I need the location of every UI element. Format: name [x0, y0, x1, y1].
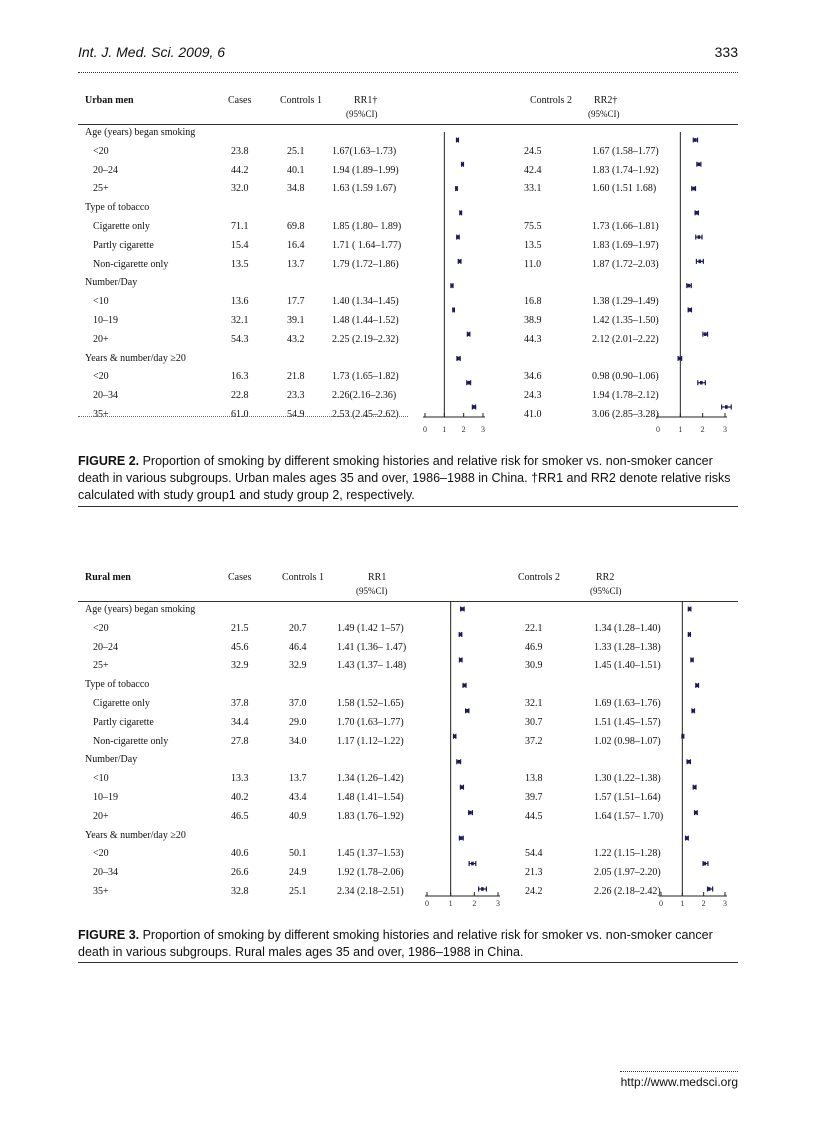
point-estimate — [698, 260, 701, 264]
row-label: 20+ — [93, 333, 109, 345]
row-label: <10 — [93, 296, 109, 308]
point-estimate — [471, 862, 474, 866]
point-estimate — [463, 684, 466, 688]
col-header-rr2: RR2 — [596, 572, 615, 583]
controls1-cell: 34.0 — [289, 735, 307, 747]
rr1-cell: 1.48 (1.44–1.52) — [332, 315, 399, 326]
caption-text: Proportion of smoking by different smoking histories and relative risk for smoker vs. non-smoker cancer death in various subgroups. Rural males ages 35 and over, 1986–1988 in China. — [78, 928, 713, 959]
figure-3-caption — [78, 927, 738, 961]
axis-tick-label: 2 — [461, 425, 466, 434]
axis-tick-label: 1 — [448, 899, 453, 908]
axis-tick-label: 0 — [659, 899, 663, 908]
rr2-cell: 1.67 (1.58–1.77) — [592, 145, 659, 157]
point-estimate — [458, 260, 461, 264]
ci-marker — [461, 162, 464, 167]
col-header-rr2: RR2† — [594, 95, 618, 106]
ci-marker — [687, 759, 690, 764]
point-estimate — [481, 887, 484, 891]
ci-marker — [696, 683, 699, 688]
cases-cell: 13.3 — [231, 773, 249, 785]
row-label: Cigarette only — [93, 698, 150, 709]
controls1-cell: 20.7 — [289, 622, 307, 634]
point-estimate — [457, 760, 460, 764]
ci-marker — [472, 405, 475, 410]
controls2-cell: 24.5 — [524, 145, 542, 157]
rr2-cell: 1.73 (1.66–1.81) — [592, 221, 659, 232]
controls2-cell: 44.3 — [524, 333, 542, 345]
ci-marker — [688, 632, 691, 637]
col-header-controls1: Controls 1 — [280, 95, 322, 106]
row-label: 20–24 — [93, 641, 118, 653]
controls1-cell: 32.9 — [289, 660, 307, 672]
point-estimate — [703, 862, 706, 866]
ci-marker — [688, 307, 691, 312]
point-estimate — [687, 760, 690, 764]
ci-marker — [696, 235, 702, 240]
point-estimate — [456, 138, 459, 142]
rr1-cell: 1.34 (1.26–1.42) — [337, 773, 404, 785]
rr1-cell: 1.83 (1.76–1.92) — [337, 810, 404, 822]
point-estimate — [692, 709, 695, 713]
row-label: Cigarette only — [93, 221, 150, 232]
row-label: 35+ — [93, 886, 109, 897]
col-header-controls2: Controls 2 — [530, 95, 572, 106]
rr1-cell: 1.79 (1.72–1.86) — [332, 258, 399, 270]
rr2-cell: 1.94 (1.78–2.12) — [592, 390, 659, 402]
col-header-rr1: RR1† — [354, 95, 378, 106]
point-estimate — [691, 658, 694, 662]
col-header-controls1: Controls 1 — [282, 572, 324, 583]
rr2-cell: 1.02 (0.98–1.07) — [594, 735, 661, 747]
cases-cell: 15.4 — [231, 239, 249, 251]
caption-rule — [78, 506, 738, 507]
controls2-cell: 22.1 — [525, 622, 543, 634]
row-label: Partly cigarette — [93, 239, 154, 251]
controls2-cell: 32.1 — [525, 698, 543, 709]
ci-marker — [703, 332, 708, 337]
controls1-cell: 25.1 — [287, 145, 305, 157]
controls2-cell: 42.4 — [524, 164, 542, 176]
controls2-cell: 46.9 — [525, 641, 543, 653]
point-estimate — [473, 405, 476, 409]
controls2-cell: 13.8 — [525, 773, 543, 785]
row-label: Partly cigarette — [93, 716, 154, 728]
rr1-cell: 2.34 (2.18–2.51) — [337, 886, 404, 897]
caption-text: Proportion of smoking by different smoking histories and relative risk for smoker vs. non-smoker cancer death in various subgroups. Urban males ages 35 and over, 1986–1988 in China. †RR1 and RR2 denote relative risks calculated with study group1 and study group 2, respectively. — [78, 454, 731, 502]
point-estimate — [695, 211, 698, 215]
point-estimate — [459, 633, 462, 637]
rr1-cell: 1.92 (1.78–2.06) — [337, 867, 404, 879]
ci-marker — [695, 210, 698, 215]
col-header-ci2: (95%CI) — [588, 109, 620, 119]
row-label: 10–19 — [93, 315, 118, 326]
row-label: 25+ — [93, 660, 109, 672]
ci-marker — [452, 307, 455, 312]
ci-marker — [693, 138, 697, 143]
rr1-cell: 1.41 (1.36– 1.47) — [337, 641, 407, 653]
row-label: Years & number/day ≥20 — [85, 352, 186, 364]
rr2-cell: 3.06 (2.85–3.28) — [592, 409, 659, 420]
point-estimate — [460, 658, 463, 662]
row-label: Number/Day — [85, 277, 138, 289]
controls1-cell: 24.9 — [289, 867, 307, 879]
rr2-cell: 2.12 (2.01–2.22) — [592, 333, 659, 345]
controls1-cell: 23.3 — [287, 390, 305, 402]
controls2-cell: 41.0 — [524, 409, 542, 420]
ci-marker — [467, 380, 471, 385]
axis-tick-label: 3 — [481, 425, 485, 434]
controls1-cell: 39.1 — [287, 315, 305, 326]
row-label: Years & number/day ≥20 — [85, 829, 186, 841]
rr2-cell: 1.22 (1.15–1.28) — [594, 848, 661, 860]
controls2-cell: 44.5 — [525, 810, 543, 822]
axis-tick-label: 2 — [472, 899, 477, 908]
footer-url: http://www.medsci.org — [620, 1075, 738, 1089]
controls2-cell: 21.3 — [525, 867, 543, 879]
rr2-cell: 1.57 (1.51–1.64) — [594, 792, 661, 803]
cases-cell: 21.5 — [231, 622, 249, 634]
rr1-cell: 1.85 (1.80– 1.89) — [332, 221, 402, 232]
rr1-cell: 2.53 (2.45–2.62) — [332, 409, 399, 420]
rr1-cell: 1.40 (1.34–1.45) — [332, 296, 399, 308]
cases-cell: 40.6 — [231, 848, 249, 860]
rr1-cell: 1.71 ( 1.64–1.77) — [332, 239, 402, 251]
controls2-cell: 54.4 — [525, 848, 543, 860]
figure-3-forest-plot — [78, 565, 738, 925]
ci-marker — [451, 283, 454, 288]
point-estimate — [467, 381, 470, 385]
ci-marker — [458, 259, 461, 264]
point-estimate — [453, 734, 456, 738]
ci-marker — [693, 785, 696, 790]
figure-2-table — [78, 90, 738, 450]
ci-marker — [463, 683, 466, 688]
cases-cell: 45.6 — [231, 641, 249, 653]
point-estimate — [688, 308, 691, 312]
row-label: Age (years) began smoking — [85, 127, 196, 138]
figure-2-caption — [78, 453, 738, 504]
point-estimate — [725, 405, 728, 409]
row-label: <20 — [93, 145, 109, 157]
rr2-cell: 2.05 (1.97–2.20) — [594, 867, 661, 879]
footer-divider — [620, 1071, 738, 1072]
rr2-cell: 2.26 (2.18–2.42) — [594, 886, 661, 897]
point-estimate — [693, 785, 696, 789]
point-estimate — [688, 284, 691, 288]
ci-marker — [457, 356, 460, 361]
row-label: 20–34 — [93, 390, 118, 402]
ci-marker — [459, 210, 462, 215]
rr2-cell: 1.45 (1.40–1.51) — [594, 660, 661, 672]
journal-citation: Int. J. Med. Sci. 2009, 6 — [78, 44, 226, 60]
cases-cell: 23.8 — [231, 145, 249, 157]
cases-cell: 27.8 — [231, 735, 249, 747]
controls2-cell: 11.0 — [524, 258, 542, 270]
ci-marker — [453, 734, 456, 739]
ci-marker — [479, 887, 487, 892]
controls1-cell: 46.4 — [289, 641, 307, 653]
table-title: Urban men — [85, 95, 134, 106]
col-header-cases: Cases — [228, 572, 252, 583]
rr2-cell: 1.87 (1.72–2.03) — [592, 258, 659, 270]
rr1-cell: 1.17 (1.12–1.22) — [337, 735, 404, 747]
ci-marker — [698, 380, 706, 385]
point-estimate — [698, 235, 701, 239]
point-estimate — [700, 381, 703, 385]
row-label: <20 — [93, 622, 109, 634]
rr1-cell: 1.67(1.63–1.73) — [332, 145, 397, 157]
point-estimate — [466, 709, 469, 713]
controls1-cell: 29.0 — [289, 716, 307, 728]
ci-marker — [469, 810, 473, 815]
cases-cell: 13.5 — [231, 258, 249, 270]
col-header-ci2: (95%CI) — [590, 586, 622, 596]
cases-cell: 32.9 — [231, 660, 249, 672]
col-header-ci1: (95%CI) — [356, 586, 388, 596]
axis-tick-label: 3 — [496, 899, 500, 908]
cases-cell: 26.6 — [231, 867, 249, 879]
controls2-cell: 30.9 — [525, 660, 543, 672]
point-estimate — [452, 308, 455, 312]
ci-marker — [456, 138, 459, 143]
rr1-cell: 1.49 (1.42 1–57) — [337, 622, 404, 634]
controls2-cell: 24.2 — [525, 886, 543, 897]
row-label: Number/Day — [85, 754, 138, 766]
rr2-cell: 0.98 (0.90–1.06) — [592, 371, 659, 383]
ci-marker — [457, 759, 461, 764]
ci-marker — [687, 283, 691, 288]
ci-marker — [459, 657, 462, 662]
row-label: <10 — [93, 773, 109, 785]
ci-marker — [708, 887, 713, 892]
rr2-cell: 1.34 (1.28–1.40) — [594, 622, 661, 634]
point-estimate — [681, 734, 684, 738]
point-estimate — [704, 332, 707, 336]
caption-label: FIGURE 3. — [78, 928, 140, 942]
cases-cell: 71.1 — [231, 221, 249, 232]
row-label: <20 — [93, 371, 109, 383]
ci-marker — [466, 708, 469, 713]
rr2-cell: 1.33 (1.28–1.38) — [594, 641, 661, 653]
row-label: <20 — [93, 848, 109, 860]
rr2-cell: 1.38 (1.29–1.49) — [592, 296, 659, 308]
point-estimate — [461, 607, 464, 611]
rr1-cell: 2.26(2.16–2.36) — [332, 390, 397, 402]
axis-tick-label: 3 — [723, 899, 727, 908]
row-label: 10–19 — [93, 792, 118, 803]
point-estimate — [696, 684, 699, 688]
controls1-cell: 21.8 — [287, 371, 305, 383]
axis-tick-label: 1 — [678, 425, 683, 434]
row-label: 25+ — [93, 183, 109, 195]
rr2-cell: 1.69 (1.63–1.76) — [594, 698, 661, 709]
ci-marker — [697, 162, 701, 167]
point-estimate — [461, 785, 464, 789]
controls2-cell: 24.3 — [524, 390, 542, 402]
rr1-cell: 1.58 (1.52–1.65) — [337, 698, 404, 709]
cases-cell: 32.1 — [231, 315, 249, 326]
rr1-cell: 1.70 (1.63–1.77) — [337, 716, 404, 728]
point-estimate — [460, 836, 463, 840]
ci-marker — [681, 734, 684, 739]
axis-tick-label: 1 — [442, 425, 447, 434]
table-title: Rural men — [85, 572, 131, 583]
point-estimate — [688, 607, 691, 611]
controls1-cell: 13.7 — [289, 773, 307, 785]
ci-marker — [692, 708, 695, 713]
ci-marker — [678, 356, 682, 361]
row-label: 20–34 — [93, 867, 118, 879]
controls2-cell: 37.2 — [525, 735, 543, 747]
point-estimate — [457, 235, 460, 239]
page-number: 333 — [714, 44, 738, 60]
cases-cell: 32.8 — [231, 886, 249, 897]
rr2-cell: 1.64 (1.57– 1.70) — [594, 810, 664, 822]
point-estimate — [457, 357, 460, 361]
cases-cell: 37.8 — [231, 698, 249, 709]
rr2-cell: 1.83 (1.74–1.92) — [592, 164, 659, 176]
cases-cell: 46.5 — [231, 810, 249, 822]
point-estimate — [694, 138, 697, 142]
cases-cell: 22.8 — [231, 390, 249, 402]
rr2-cell: 1.42 (1.35–1.50) — [592, 315, 659, 326]
figure-2-forest-plot — [78, 90, 738, 450]
header-divider — [78, 72, 738, 73]
figure-3-table — [78, 565, 738, 925]
rr2-cell: 1.60 (1.51 1.68) — [592, 183, 657, 195]
ci-marker — [696, 259, 703, 264]
axis-tick-label: 0 — [425, 899, 429, 908]
cases-cell: 54.3 — [231, 333, 249, 345]
point-estimate — [692, 187, 695, 191]
point-estimate — [695, 811, 698, 815]
axis-tick-label: 3 — [723, 425, 727, 434]
ci-marker — [459, 632, 462, 637]
rr1-cell: 1.43 (1.37– 1.48) — [337, 660, 407, 672]
controls2-cell: 30.7 — [525, 716, 543, 728]
controls1-cell: 54.9 — [287, 409, 305, 420]
controls1-cell: 43.2 — [287, 333, 305, 345]
rr1-cell: 1.73 (1.65–1.82) — [332, 371, 399, 383]
cases-cell: 40.2 — [231, 792, 249, 803]
point-estimate — [686, 836, 689, 840]
ci-marker — [722, 405, 732, 410]
row-label: 20+ — [93, 810, 109, 822]
controls1-cell: 34.8 — [287, 183, 305, 195]
controls1-cell: 40.1 — [287, 164, 305, 176]
controls2-cell: 39.7 — [525, 792, 543, 803]
rr1-cell: 2.25 (2.19–2.32) — [332, 333, 399, 345]
ci-marker — [692, 186, 696, 191]
controls1-cell: 43.4 — [289, 792, 307, 803]
ci-marker — [460, 785, 463, 790]
ci-marker — [694, 810, 697, 815]
axis-tick-label: 1 — [680, 899, 685, 908]
controls2-cell: 13.5 — [524, 239, 542, 251]
controls2-cell: 34.6 — [524, 371, 542, 383]
controls1-cell: 16.4 — [287, 239, 305, 251]
ci-marker — [457, 235, 460, 240]
ci-marker — [703, 861, 708, 866]
cases-cell: 16.3 — [231, 371, 249, 383]
cases-cell: 32.0 — [231, 183, 249, 195]
controls2-cell: 16.8 — [524, 296, 542, 308]
point-estimate — [469, 811, 472, 815]
point-estimate — [688, 633, 691, 637]
controls1-cell: 40.9 — [289, 810, 307, 822]
row-label: 35+ — [93, 409, 109, 420]
controls1-cell: 13.7 — [287, 258, 305, 270]
row-label: 20–24 — [93, 164, 118, 176]
row-label: Type of tobacco — [85, 202, 150, 214]
point-estimate — [467, 332, 470, 336]
cases-cell: 61.0 — [231, 409, 249, 420]
row-label: Age (years) began smoking — [85, 604, 196, 615]
axis-tick-label: 2 — [701, 899, 706, 908]
point-estimate — [708, 887, 711, 891]
col-header-controls2: Controls 2 — [518, 572, 560, 583]
ci-marker — [459, 836, 463, 841]
rr2-cell: 1.83 (1.69–1.97) — [592, 239, 659, 251]
caption-label: FIGURE 2. — [78, 454, 140, 468]
row-label: Non-cigarette only — [93, 735, 169, 747]
ci-marker — [688, 607, 691, 612]
axis-tick-label: 2 — [700, 425, 705, 434]
controls1-cell: 17.7 — [287, 296, 305, 308]
ci-marker — [467, 332, 470, 337]
controls1-cell: 50.1 — [289, 848, 307, 860]
cases-cell: 44.2 — [231, 164, 249, 176]
col-header-cases: Cases — [228, 95, 252, 106]
row-label: Non-cigarette only — [93, 258, 169, 270]
ci-marker — [455, 186, 458, 191]
rr1-cell: 1.48 (1.41–1.54) — [337, 792, 404, 803]
rr2-cell: 1.30 (1.22–1.38) — [594, 773, 661, 785]
cases-cell: 13.6 — [231, 296, 249, 308]
point-estimate — [679, 357, 682, 361]
ci-marker — [461, 607, 465, 612]
point-estimate — [455, 187, 458, 191]
axis-tick-label: 0 — [656, 425, 660, 434]
ci-marker — [686, 836, 689, 841]
col-header-rr1: RR1 — [368, 572, 387, 583]
controls1-cell: 25.1 — [289, 886, 307, 897]
controls1-cell: 37.0 — [289, 698, 307, 709]
controls1-cell: 69.8 — [287, 221, 305, 232]
cases-cell: 34.4 — [231, 716, 249, 728]
ci-marker — [469, 861, 476, 866]
row-label: Type of tobacco — [85, 679, 150, 691]
ci-marker — [691, 657, 694, 662]
controls2-cell: 38.9 — [524, 315, 542, 326]
controls2-cell: 75.5 — [524, 221, 542, 232]
col-header-ci1: (95%CI) — [346, 109, 378, 119]
point-estimate — [698, 162, 701, 166]
rr1-cell: 1.45 (1.37–1.53) — [337, 848, 404, 860]
point-estimate — [451, 284, 454, 288]
controls2-cell: 33.1 — [524, 183, 542, 195]
point-estimate — [461, 162, 464, 166]
rr1-cell: 1.63 (1.59 1.67) — [332, 183, 397, 195]
rr2-cell: 1.51 (1.45–1.57) — [594, 716, 661, 728]
point-estimate — [459, 211, 462, 215]
caption-rule — [78, 962, 738, 963]
axis-tick-label: 0 — [423, 425, 427, 434]
rr1-cell: 1.94 (1.89–1.99) — [332, 164, 399, 176]
